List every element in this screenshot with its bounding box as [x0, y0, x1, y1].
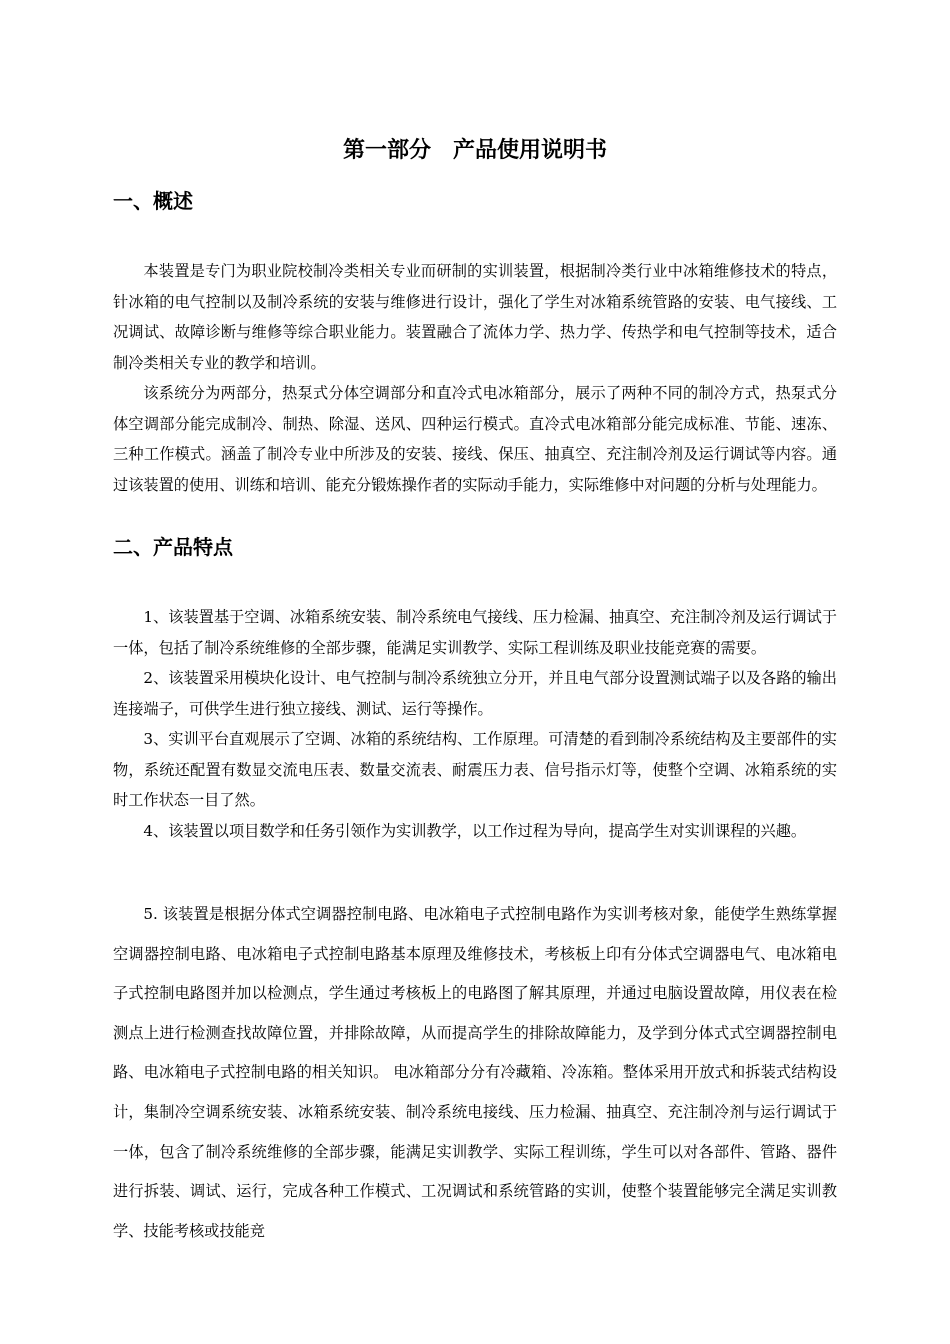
page-title: 第一部分 产品使用说明书 — [342, 138, 607, 163]
overview-paragraph-1: 本装置是专门为职业院校制冷类相关专业而研制的实训装置，根据制冷类行业中冰箱维修技术的特点，针冰箱的电气控制以及制冷系统的安装与维修进行设计，强化了学生对冰箱系统管路的安装、电气接线、工况调试、故障诊断与维修等综合职业能力。装置融合了流体力学、热力学、传热学和电气控制等技术，适合制冷类相关专业的教学和培训。 — [113, 262, 837, 372]
feature-item-2: 2、该装置采用模块化设计、电气控制与制冷系统独立分开，并且电气部分设置测试端子以及各路的输出连接端子，可供学生进行独立接线、测试、运行等操作。 — [113, 669, 837, 718]
feature-item-4: 4、该装置以项目数学和任务引领作为实训教学，以工作过程为导向，提高学生对实训课程的兴趣。 — [143, 821, 807, 840]
overview-body — [113, 256, 837, 500]
features-body-continued — [113, 895, 837, 1251]
features-body — [113, 602, 837, 846]
feature-item-5: 5. 该装置是根据分体式空调器控制电路、电冰箱电子式控制电路作为实训考核对象，能使学生熟练掌握空调器控制电路、电冰箱电子式控制电路基本原理及维修技术，考核板上印有分体式空调器电气、电冰箱电子式控制电路图并加以检测点，学生通过考核板上的电路图了解其原理，并通过电脑设置故障，用仪表在检测点上进行检测查找故障位置，并排除故障，从而提高学生的排除故障能力，及学到分体式式空调器控制电路、电冰箱电子式控制电路的相关知识。 电冰箱部分分有冷藏箱、冷冻箱。整体采用开放式和拆装式结构设计，集制冷空调系统安装、冰箱系统安装、制冷系统电接线、压力检漏、抽真空、充注制冷剂与运行调试于一体，包含了制冷系统维修的全部步骤，能满足实训教学、实际工程训练，学生可以对各部件、管路、器件进行拆装、调试、运行，完成各种工作模式、工况调试和系统管路的实训，使整个装置能够完全满足实训教学、技能考核或技能竞 — [113, 905, 837, 1240]
overview-paragraph-2: 该系统分为两部分，热泵式分体空调部分和直冷式电冰箱部分，展示了两种不同的制冷方式，热泵式分体空调部分能完成制冷、制热、除湿、送风、四种运行模式。直冷式电冰箱部分能完成标准、节能、速冻、三种工作模式。涵盖了制冷专业中所涉及的安装、接线、保压、抽真空、充注制冷剂及运行调试等内容。通过该装置的使用、训练和培训、能充分锻炼操作者的实际动手能力，实际维修中对问题的分析与处理能力。 — [113, 384, 837, 494]
section-heading-overview: 一、概述 — [113, 189, 193, 213]
feature-item-3: 3、实训平台直观展示了空调、冰箱的系统结构、工作原理。可清楚的看到制冷系统结构及主要部件的实物，系统还配置有数显交流电压表、数量交流表、耐震压力表、信号指示灯等，使整个空调、冰箱系统的实时工作状态一目了然。 — [113, 730, 837, 809]
section-heading-features: 二、产品特点 — [113, 535, 233, 559]
feature-item-1: 1、该装置基于空调、冰箱系统安装、制冷系统电气接线、压力检漏、抽真空、充注制冷剂及运行调试于一体，包括了制冷系统维修的全部步骤，能满足实训教学、实际工程训练及职业技能竞赛的需要。 — [113, 608, 837, 657]
